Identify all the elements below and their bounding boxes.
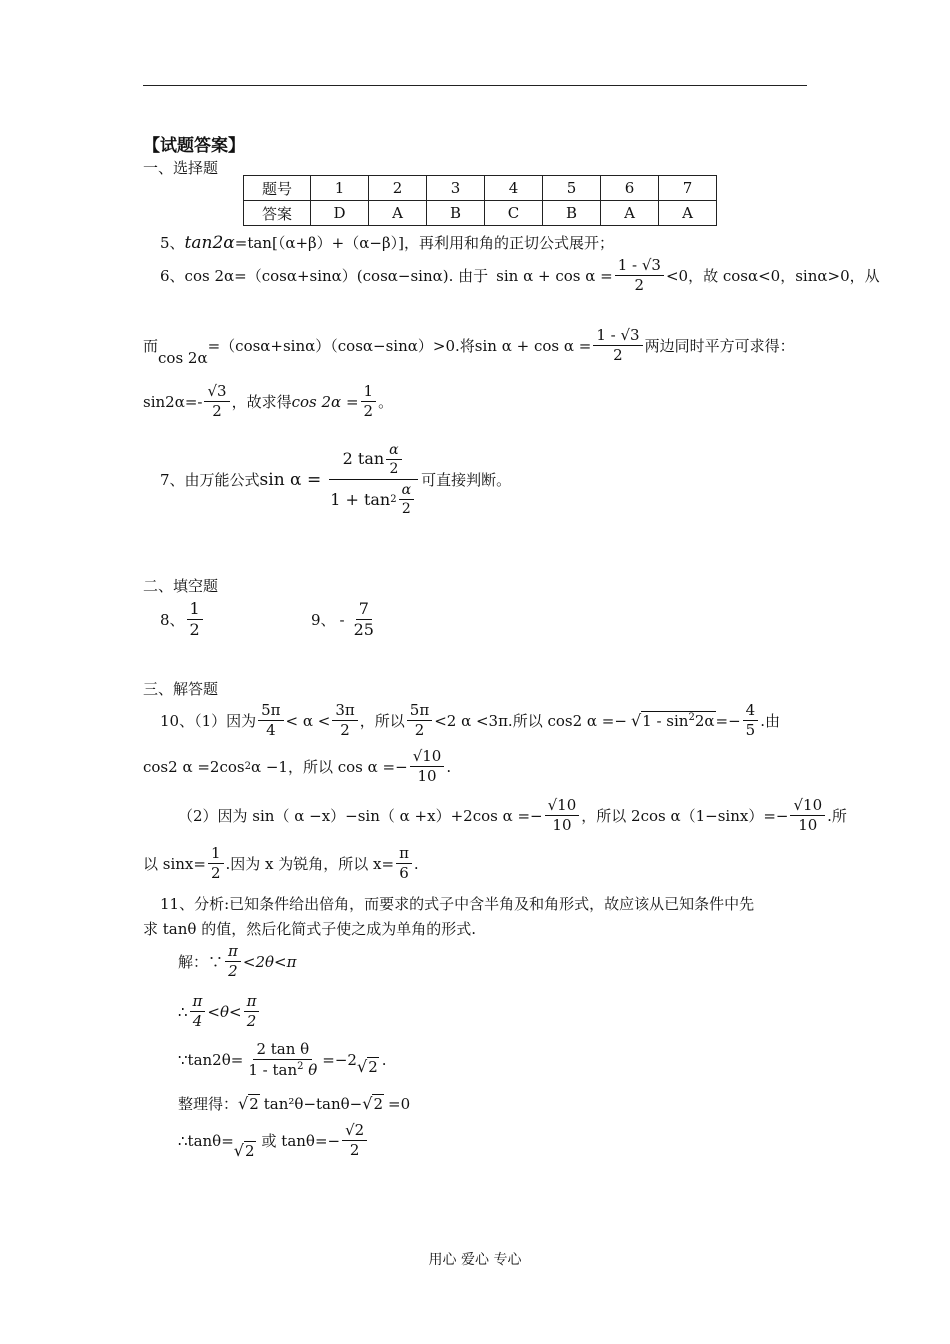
q10-l2-text: α −1，所以 cos α =− (250, 758, 408, 777)
q6-line3-expr: cos 2α = (291, 392, 359, 411)
q11-s1-prefix: 解：∵ (178, 953, 224, 972)
table-cell: B (427, 201, 485, 226)
q10-frac6: $\frac{√10}{10}$ (545, 797, 580, 835)
section-multiple-choice: 一、选择题 (143, 159, 219, 177)
q5-number: 5、 (160, 234, 185, 252)
table-cell: 3 (427, 176, 485, 201)
q9-number: 9、 (311, 611, 336, 630)
q6-sum: sin α + cos α = (496, 266, 613, 285)
q10-l4-text: .因为 x 为锐角，所以 x= (225, 855, 395, 874)
q10-l1-so: ，所以 (359, 712, 405, 731)
table-cell: D (311, 201, 369, 226)
q5-text: =tan[（α+β）+（α−β）]，再利用和角的正切公式展开； (234, 234, 614, 252)
q6-fraction: $\frac{1 - √3}{2}$ (615, 257, 664, 295)
q11-s3-sqrt: √2 (356, 1056, 378, 1076)
q10-frac7: $\frac{√10}{10}$ (790, 797, 825, 835)
q10-l4-prefix: 以 sinx= (143, 855, 206, 874)
table-cell: 5 (543, 176, 601, 201)
page-footer: 用心 爱心 专心 (428, 1252, 522, 1268)
q11-s3-frac: $\frac{\text{2 tan θ}}{1 - \tan^2 \theta}$ (248, 1040, 318, 1080)
q10-sqrt: $√1 - \sin^22\alpha$ (630, 711, 715, 731)
q6-line2-prefix: 而 (143, 337, 159, 356)
q10-l1-text: <2 α <3π.所以 cos2 α =− (434, 712, 627, 731)
q11-s4-prefix: 整理得： (178, 1095, 239, 1113)
q5-expr: tan2α (184, 233, 235, 253)
q10-l2-tail: . (446, 757, 452, 776)
q11-step1 (178, 943, 296, 981)
table-cell: A (659, 201, 717, 226)
q6-line3-fraction2: $\frac{1}{2}$ (361, 383, 377, 421)
answers-heading: 【试题答案】 (143, 136, 245, 156)
q10-l1-ineq: < α < (285, 711, 331, 730)
q11-s3-prefix: ∵tan2θ= (178, 1051, 244, 1070)
q7-tail: 可直接判断。 (421, 471, 512, 490)
q10-frac3: $\frac{5\pi}{2}$ (407, 702, 432, 740)
q6-line1 (160, 257, 880, 295)
table-cell: 7 (659, 176, 717, 201)
q11-s4-text: tan²θ−tanθ− (263, 1094, 363, 1113)
q11-s3-tail: . (381, 1051, 387, 1070)
q11-s2-frac1: $\frac{\pi}{4}$ (190, 993, 206, 1031)
q6-line2-tail: 两边同时平方可求得： (644, 337, 795, 356)
q10-l3-text: ，所以 2cos α（1−sinx）=− (581, 807, 789, 826)
answer-table (243, 175, 717, 226)
q6-line3-text: ，故求得 (231, 393, 292, 412)
q10-l3-tail: .所 (827, 807, 847, 826)
q11-s5-text: 或 tanθ=− (261, 1132, 341, 1151)
q11-step2 (178, 993, 261, 1031)
table-header-cell: 题号 (244, 176, 311, 201)
q6-text2: <0，故 cosα<0 (665, 267, 781, 286)
q6-line3-fraction: $\frac{√3}{2}$ (204, 383, 229, 421)
q9-line (311, 600, 379, 640)
q11-s2-text: <θ< (207, 1002, 242, 1021)
q6-line2-sum: sin α + cos α = (474, 336, 592, 355)
table-cell: 6 (601, 176, 659, 201)
q11-s1-text: <2θ<π (242, 952, 297, 971)
section-fill-blank: 二、填空题 (143, 577, 219, 595)
table-cell: 1 (311, 176, 369, 201)
q6-line3-prefix: sin2α= (143, 392, 198, 411)
q11-step5 (178, 1122, 369, 1160)
q11-step3 (178, 1041, 387, 1080)
q11-s5-frac: $\frac{√2}{2}$ (342, 1122, 367, 1160)
q10-line3 (178, 797, 847, 835)
q10-frac1: $\frac{5\pi}{4}$ (258, 702, 283, 740)
q6-line2-fraction: $\frac{1 - √3}{2}$ (593, 327, 642, 365)
q8-line (160, 600, 205, 640)
q11-s4-sqrt1: √2 (238, 1094, 259, 1113)
table-header-cell: 答案 (244, 201, 311, 226)
q11-para2: 求 tanθ 的值，然后化简式子使之成为单角的形式. (143, 920, 476, 938)
q6-text3: ，sinα>0，从 (780, 267, 880, 286)
table-row (244, 201, 717, 226)
table-cell: C (485, 201, 543, 226)
q10-frac2: $\frac{3\pi}{2}$ (332, 702, 357, 740)
table-cell: B (543, 201, 601, 226)
q10-frac4: $\frac{4}{5}$ (743, 702, 759, 740)
q6-line3 (143, 383, 393, 421)
q6-line2-text: =（cosα+sinα）（cosα−sinα）>0.将 (207, 337, 475, 356)
q10-frac9: $\frac{\pi}{6}$ (396, 845, 412, 883)
q11-s4-tail: =0 (388, 1094, 411, 1113)
q11-s3-eq: =−2 (322, 1051, 357, 1070)
header-rule (143, 85, 807, 86)
section-solve: 三、解答题 (143, 680, 219, 698)
q8-fraction: $\frac{1}{2}$ (187, 600, 203, 640)
q10-frac8: $\frac{1}{2}$ (208, 845, 224, 883)
q7-line (160, 442, 511, 517)
q10-l1-prefix: 10、（1）因为 (160, 712, 257, 731)
q5-line (160, 232, 614, 253)
table-cell: A (601, 201, 659, 226)
q10-l1-eq: =− (715, 711, 741, 730)
q10-line2: cos2 α =2cos 2 α −1，所以 cos α =− $\frac{√10}{10}$ . (143, 747, 452, 786)
q11-s2-frac2: $\frac{\pi}{2}$ (244, 993, 260, 1031)
q7-label: 7、由万能公式 (160, 471, 260, 490)
q10-l1-tail: .由 (760, 712, 780, 731)
q6-line2-expr: cos 2α (158, 348, 208, 367)
q6-line2 (143, 327, 795, 365)
q10-l2-prefix: cos2 α =2cos (143, 757, 245, 776)
q10-l3-prefix: （2）因为 sin（ α −x）−sin（ α +x）+2cos α =− (178, 807, 543, 826)
q11-s4-sqrt2: √2 (362, 1094, 383, 1113)
q10-l4-tail: . (413, 854, 419, 873)
q11-s5-prefix: ∴tanθ= (178, 1131, 234, 1150)
q11-s1-frac: $\frac{\pi}{2}$ (225, 943, 241, 981)
q8-number: 8、 (160, 611, 185, 630)
q9-minus: - (339, 610, 345, 629)
q6-line3-minus: - (197, 392, 203, 411)
q6-expr: cos 2α (184, 266, 235, 285)
q10-frac5: $\frac{√10}{10}$ (410, 748, 445, 786)
q11-s5-sqrt: √2 (233, 1141, 255, 1161)
table-row (244, 176, 717, 201)
q11-s2-prefix: ∴ (178, 1002, 188, 1021)
q11-step4 (178, 1093, 410, 1114)
table-cell: 2 (369, 176, 427, 201)
q11-para1: 11、分析:已知条件给出倍角，而要求的式子中含半角及和角形式，故应该从已知条件中先 (160, 895, 755, 913)
q7-lhs: sin α = (259, 469, 322, 490)
q6-text1: =（cosα+sinα）(cosα−sinα). 由于 (234, 267, 489, 286)
q10-line1 (160, 702, 780, 740)
q6-number: 6、 (160, 267, 185, 286)
q10-line4 (143, 845, 419, 883)
table-cell: 4 (485, 176, 543, 201)
q9-fraction: $\frac{7}{25}$ (353, 599, 374, 640)
q7-fraction: 2 tan $\frac{\alpha}{2}$ 1 + tan 2 $\frac{\alpha}{2}$ (327, 442, 419, 517)
q6-line3-tail: 。 (378, 393, 394, 412)
table-cell: A (369, 201, 427, 226)
